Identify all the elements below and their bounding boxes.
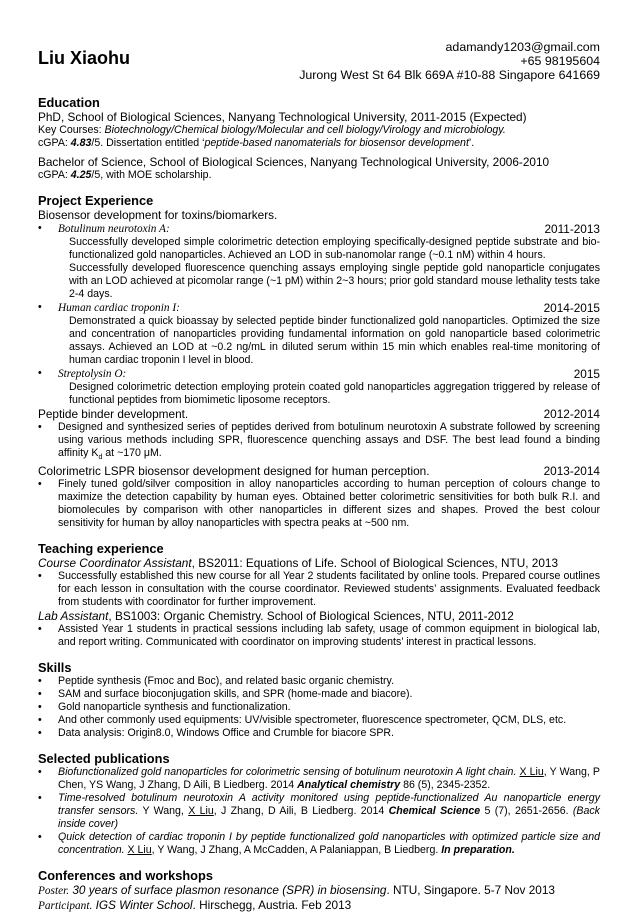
section-title: Selected publications [38,751,170,767]
bullet-icon: • [38,675,42,688]
bullet-icon: • [38,831,42,844]
section-title: Education [38,95,100,110]
teaching-role: Lab Assistant, BS1003: Organic Chemistry. School of Biological Sciences, NTU, 2011-2012 [38,609,514,624]
project-item [38,301,600,315]
publication-item: • Biofunctionalized gold nanoparticles for colorimetric sensing of botulinum neurotoxin A light chain. X Liu, Y Wang, P Chen, YS Wang, J Zhang, D Aili, B Liedberg. 2014 Analytical chemistry 86 (5), 2345-2352. [38,766,600,792]
bullet-icon: • [38,766,42,779]
project-detail: • Finely tuned gold/silver composition in alloy nanoparticles according to human perception of colours change to maximize the detection capability by human eyes. Obtained better colorimetric sensitivities for both bulk R.I. and biomolecules by comparison with other nanoparticles in different sizes and shapes. Proved the best colour sensitivity for human by alloy nanoparticles with spectra peaks at ~500 nm. [38,478,600,530]
section-title: Project Experience [38,193,154,208]
bullet-icon: • [38,367,42,379]
bullet-icon: • [38,301,42,313]
publication-item: • Time-resolved botulinum neurotoxin A activity monitored using peptide-functionalized Au nanoparticle energy transfer sensors. Y Wang, X Liu, J Zhang, D Aili, B Liedberg. 2014 Chemical Science 5 (7), 2651-2656. (Back inside cover) [38,792,600,831]
skill-item: • Peptide synthesis (Fmoc and Boc), and related basic organic chemistry. [38,675,395,688]
project-detail: Successfully developed fluorescence quenching assays employing single peptide gold nanoparticle conjugates with an LOD achieved at picomolar range (~1 pM) within 2~3 hours; prior gold standard mouse lethality tests take 2-4 days. [69,262,600,300]
candidate-name: Liu Xiaohu [38,48,130,68]
skills-section [38,660,600,740]
bullet-icon: • [38,727,42,740]
project-item [38,367,600,381]
resume-header [38,40,600,84]
bsc-degree: Bachelor of Science, School of Biological Sciences, Nanyang Technological University, 2006-2010 [38,155,550,169]
project-year: 2011-2013 [544,222,600,236]
bullet-icon: • [38,701,42,714]
bullet-icon: • [38,714,42,727]
phd-degree: PhD, School of Biological Sciences, Nanyang Technological University, 2011-2015 (Expected) [38,110,527,124]
project-detail: Successfully developed simple colorimetric detection employing specifically-designed peptide substrate and bio-functionalized gold nanoparticles. Achieved an LOD in sub-nanomolar range (~0.1 nM) within 4 hours. [69,236,600,261]
section-title: Teaching experience [38,541,164,557]
skill-item: • Gold nanoparticle synthesis and functionalization. [38,701,291,714]
project-year: 2015 [573,367,600,381]
project-item [38,222,600,236]
teaching-role: Course Coordinator Assistant, BS2011: Equations of Life. School of Biological Sciences, NTU, 2013 [38,556,559,571]
education-section [38,95,600,182]
email[interactable]: adamandy1203@gmail.com [445,40,600,54]
project-group-title: Colorimetric LSPR biosensor development designed for human perception. 2013-2014 [38,464,600,479]
skill-item: • SAM and surface bioconjugation skills, and SPR (home-made and biacore). [38,688,413,701]
address: Jurong West St 64 Blk 669A #10-88 Singapore 641669 [299,68,600,82]
project-year: 2014-2015 [543,301,600,315]
bullet-icon: • [38,792,42,805]
bullet-icon: • [38,222,42,234]
bullet-icon: • [38,688,42,701]
project-group-title: Biosensor development for toxins/biomarkers. [38,208,278,222]
project-detail: Designed colorimetric detection employing protein coated gold nanoparticles aggregation triggered by release of functional peptides from biomimetic liposome receptors. [69,381,600,406]
bullet-icon: • [38,623,42,636]
skill-item: • And other commonly used equipments: UV/visible spectrometer, fluorescence spectrometer, QCM, DLS, etc. [38,714,567,727]
project-group-title: Peptide binder development. 2012-2014 [38,407,600,421]
project-name: Streptolysin O: [58,368,127,380]
bullet-icon: • [38,478,42,491]
conferences-section [38,868,600,913]
conference-item: Participant. IGS Winter School. Hirschegg, Austria. Feb 2013 [38,898,352,913]
contact-block [299,40,600,82]
resume-page [38,40,600,913]
section-title: Skills [38,660,72,676]
bsc-cgpa: cGPA: 4.25/5, with MOE scholarship. [38,169,212,181]
bullet-icon: • [38,570,42,583]
publication-item: • Quick detection of cardiac troponin I by peptide functionalized gold nanoparticles with optimized particle size and concentration. X Liu, Y Wang, J Zhang, A McCadden, A Palaniappan, B Liedberg. In preparation. [38,831,600,857]
conference-item: Poster. 30 years of surface plasmon resonance (SPR) in biosensing. NTU, Singapore. 5-7 Nov 2013 [38,883,555,898]
section-title: Conferences and workshops [38,868,213,884]
phd-cgpa: cGPA: 4.83/5. Dissertation entitled ‘peptide-based nanomaterials for biosensor development’. [38,137,475,149]
teaching-detail: • Successfully established this new course for all Year 2 students facilitated by online tools. Prepared course outlines for each lesson in consultation with the course coordinator. Reviewed students’ assignments. Evaluated feedback from students with coordinator for further improvement. [38,570,600,609]
project-section [38,193,600,530]
skill-item: • Data analysis: Origin8.0, Windows Office and Crumble for biacore SPR. [38,727,395,740]
phd-courses: Key Courses: Biotechnology/Chemical biology/Molecular and cell biology/Virology and microbiology. [38,124,506,136]
bullet-icon: • [38,421,42,433]
teaching-section [38,541,600,649]
project-detail: Demonstrated a quick bioassay by selected peptide binder functionalized gold nanoparticles. Optimized the size and concentration of nanoparticles providing fundamental information on gold nanoparticle based colorimetric assays. Achieved an LOD at ~0.2 ng/mL in diluted serum within 15 min which enables real-time monitoring of human cardiac troponin I level in blood. [69,315,600,366]
project-name: Human cardiac troponin I: [58,302,180,314]
phone: +65 98195604 [520,54,600,68]
teaching-detail: • Assisted Year 1 students in practical sessions including lab safety, usage of common equipment in biological lab, and report writing. Communicated with coordinator on improving students’ interest in practical lessons. [38,623,600,649]
project-detail: • Designed and synthesized series of peptides derived from botulinum neurotoxin A substrate followed by screening using various methods including SPR, fluorescence quenching assays and DSF. The best lead found a binding affinity $K_d$ at ~170 μM. [38,421,600,462]
project-name: Botulinum neurotoxin A: [58,223,170,235]
publications-section [38,751,600,857]
